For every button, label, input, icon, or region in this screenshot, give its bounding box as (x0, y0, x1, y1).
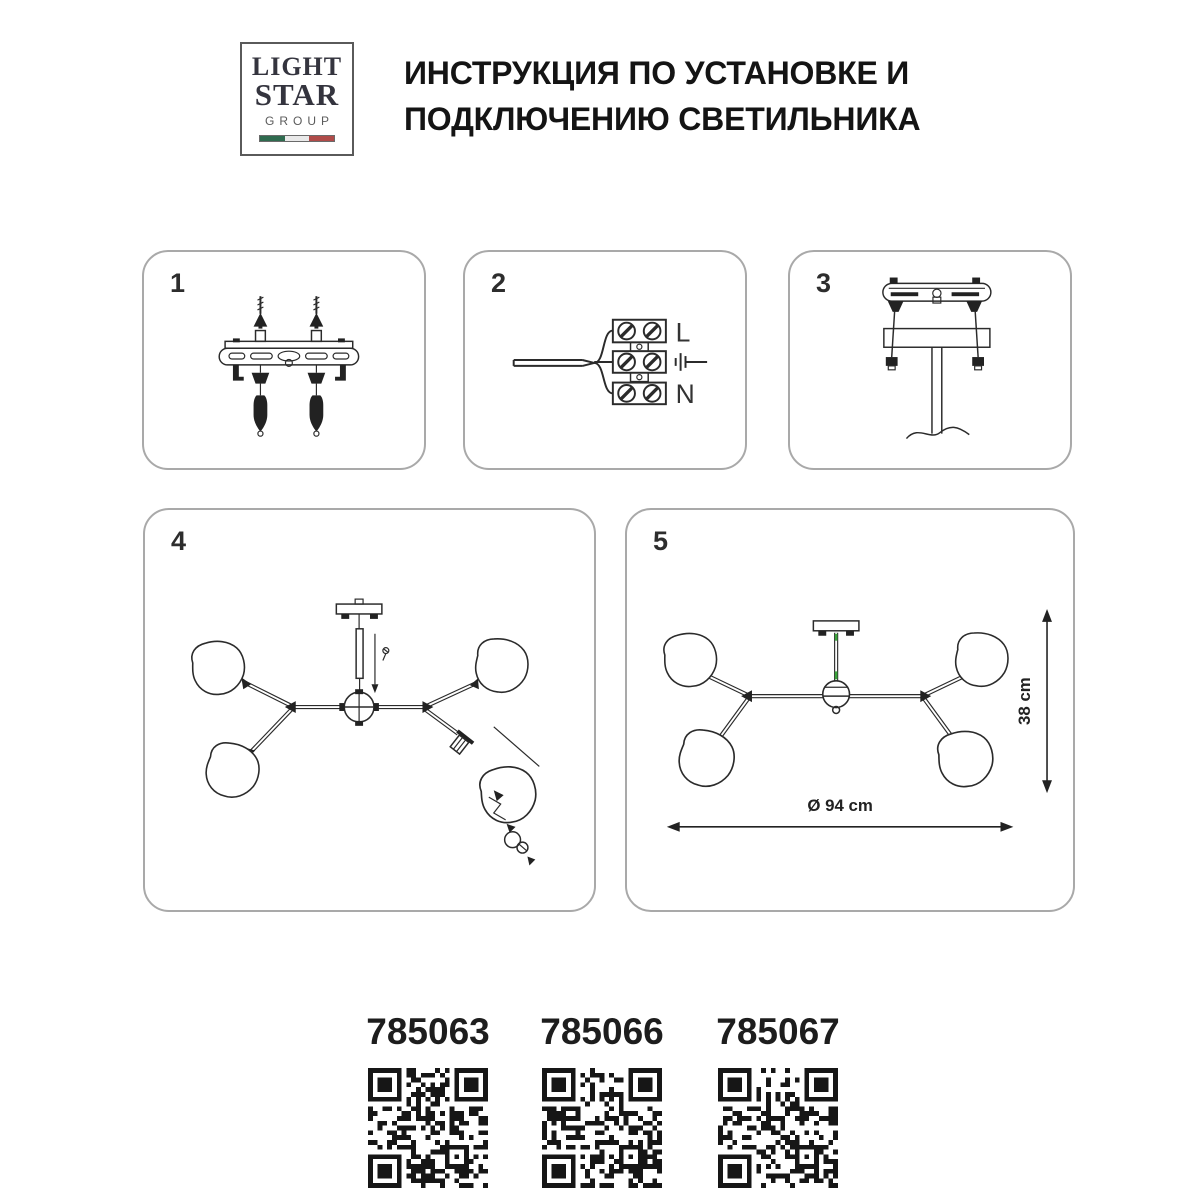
glass-globe (954, 631, 1010, 688)
page-title-line1: ИНСТРУКЦИЯ ПО УСТАНОВКЕ И (404, 55, 910, 91)
step-4-panel (143, 508, 596, 912)
flag-red-segment (309, 136, 334, 141)
italian-flag-bar (259, 135, 335, 142)
step-1-number: 1 (170, 268, 186, 298)
product-code: 785066 (540, 1011, 664, 1052)
glass-globe (474, 637, 530, 694)
step-5-number: 5 (653, 526, 669, 556)
mounting-bar (219, 338, 358, 380)
step-2-panel (463, 250, 747, 470)
left-arms (241, 677, 344, 757)
rod-nuts (886, 357, 984, 370)
screw-right (310, 296, 324, 341)
step-5-panel (625, 508, 1075, 912)
step-3-number: 3 (816, 268, 832, 298)
page-title-line2: ПОДКЛЮЧЕНИЮ СВЕТИЛЬНИКА (404, 101, 921, 137)
supply-cable (514, 331, 613, 394)
glass-globe (661, 630, 720, 690)
step-3-panel (788, 250, 1072, 470)
qr-code (718, 1068, 838, 1188)
anchor-right (308, 365, 326, 436)
mounting-bar (883, 278, 991, 312)
step-4-number: 4 (171, 526, 187, 556)
ceiling-plate (336, 599, 382, 629)
height-dimension-label: 38 cm (1015, 677, 1035, 725)
rod-detail-line (494, 727, 540, 767)
small-screw-icon (383, 648, 389, 661)
logo-word-group: GROUP (264, 114, 334, 128)
product-code: 785063 (366, 1011, 490, 1052)
threaded-rods (892, 311, 978, 357)
diameter-dimension-label: Ø 94 cm (807, 795, 873, 815)
canopy-mounting-drawing (790, 252, 1070, 468)
chandelier-dimensions-drawing (627, 510, 1073, 910)
qr-code (542, 1068, 662, 1188)
insert-arrow (371, 634, 378, 693)
step-2-number: 2 (491, 268, 507, 298)
bulb-detail (505, 824, 536, 866)
qr-code (368, 1068, 488, 1188)
ceiling-canopy (884, 329, 990, 348)
socket-detail (447, 729, 474, 756)
lightstar-logo (240, 42, 354, 156)
page-title (404, 50, 1014, 142)
mounting-bracket-drawing (144, 252, 424, 468)
glass-globe (934, 727, 997, 791)
right-arms (374, 678, 479, 733)
glass-globe (189, 638, 248, 698)
stem-rod (356, 629, 363, 692)
flag-green-segment (260, 136, 285, 141)
product-785063 (366, 1012, 490, 1193)
logo-word-star: STAR (254, 77, 340, 112)
globe-detail (476, 761, 541, 827)
anchor-left (252, 365, 270, 436)
height-dimension (1015, 609, 1052, 793)
product-785066 (540, 1012, 664, 1193)
product-785067 (716, 1012, 840, 1193)
central-hub (339, 689, 379, 726)
central-rod (906, 347, 969, 438)
central-hub (823, 681, 850, 714)
logo-word-light: LIGHT (251, 52, 343, 81)
terminal-block (613, 320, 666, 404)
wiring-diagram-drawing (465, 252, 745, 468)
live-wire-label: L (675, 317, 691, 348)
ground-symbol-icon (676, 353, 707, 371)
step-1-panel (142, 250, 426, 470)
flag-white-segment (285, 136, 310, 141)
product-code: 785067 (716, 1011, 840, 1052)
diameter-dimension (667, 796, 1014, 832)
chandelier-assembly-drawing (145, 510, 594, 910)
glass-globe (674, 725, 740, 792)
screw-left (254, 296, 268, 341)
neutral-wire-label: N (675, 379, 695, 410)
